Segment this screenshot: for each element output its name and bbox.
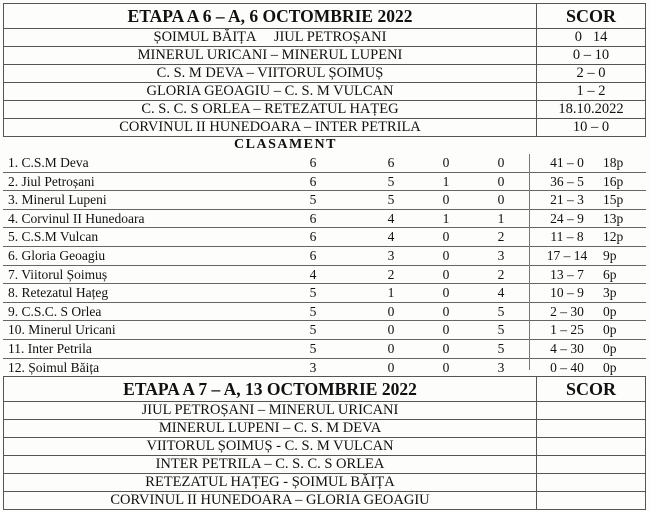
standings-row [3, 191, 646, 210]
standings-played: 6 [309, 229, 317, 245]
standings-lost: 3 [497, 359, 505, 375]
standings-goals: 1 – 25 [550, 322, 584, 338]
standings-drawn: 0 [442, 285, 450, 301]
standings-points: 0p [603, 322, 617, 338]
standings-goals: 0 – 40 [550, 359, 584, 375]
match-row [4, 47, 646, 65]
standings-row [3, 321, 646, 340]
standings-lost: 2 [497, 229, 505, 245]
standings-row [3, 247, 646, 266]
standings-team: 3. Minerul Lupeni [8, 192, 107, 208]
standings-won: 3 [387, 247, 395, 263]
standings-played: 3 [309, 359, 317, 375]
match-score [537, 420, 646, 438]
standings-points: 9p [603, 247, 617, 263]
match-score: 18.10.2022 [537, 101, 646, 119]
standings-drawn: 0 [442, 322, 450, 338]
standings-points: 16p [603, 173, 624, 189]
match-score: 0 14 [537, 29, 646, 47]
match-score: 10 – 0 [537, 119, 646, 137]
round7-score-header: SCOR [537, 377, 646, 402]
standings-lost: 5 [497, 303, 505, 319]
match-row [4, 420, 646, 438]
standings-points: 6p [603, 266, 617, 282]
standings-won: 4 [387, 210, 395, 226]
match-score [537, 474, 646, 492]
standings-team: 8. Retezatul Hațeg [8, 285, 109, 301]
match-teams: VIITORUL ȘOIMUȘ - C. S. M VULCAN [4, 438, 537, 456]
standings-won: 2 [387, 266, 395, 282]
standings-drawn: 1 [442, 210, 450, 226]
match-row [4, 83, 646, 101]
standings-points: 0p [603, 359, 617, 375]
standings-team: 12. Șoimul Băița [8, 359, 100, 375]
match-teams: CORVINUL II HUNEDOARA – GLORIA GEOAGIU [4, 492, 537, 510]
round6-table [3, 3, 646, 137]
match-score: 0 – 10 [537, 47, 646, 65]
standings-lost: 1 [497, 210, 505, 226]
match-row [4, 65, 646, 83]
standings-row [3, 228, 646, 247]
standings-points: 18p [603, 155, 624, 170]
standings-team: 2. Jiul Petroșani [8, 173, 95, 189]
standings-team: 1. C.S.M Deva [8, 155, 89, 170]
standings-points: 12p [603, 229, 624, 245]
standings-points: 13p [603, 210, 624, 226]
match-score [537, 438, 646, 456]
standings-lost: 0 [497, 155, 505, 170]
match-row [4, 474, 646, 492]
round7-table [3, 376, 646, 510]
standings-row [3, 284, 646, 303]
standings-divider [529, 154, 530, 370]
match-teams: RETEZATUL HAȚEG - ȘOIMUL BĂIȚA [4, 474, 537, 492]
match-row [4, 29, 646, 47]
standings-row [3, 340, 646, 359]
standings-lost: 3 [497, 247, 505, 263]
standings-drawn: 0 [442, 359, 450, 375]
match-teams: GLORIA GEOAGIU – C. S. M VULCAN [4, 83, 537, 101]
standings-played: 5 [309, 340, 317, 356]
standings-goals: 10 – 9 [550, 285, 584, 301]
standings-drawn: 0 [442, 229, 450, 245]
standings-drawn: 1 [442, 173, 450, 189]
match-score [537, 456, 646, 474]
standings-lost: 4 [497, 285, 505, 301]
standings-played: 4 [309, 266, 317, 282]
match-teams: ȘOIMUL BĂIȚA JIUL PETROȘANI [4, 29, 537, 47]
standings-team: 6. Gloria Geoagiu [8, 247, 106, 263]
standings-goals: 11 – 8 [550, 229, 584, 245]
match-teams: MINERUL LUPENI – C. S. M DEVA [4, 420, 537, 438]
standings-won: 0 [387, 303, 395, 319]
round7-header-row [4, 377, 646, 402]
match-score: 2 – 0 [537, 65, 646, 83]
standings-played: 5 [309, 303, 317, 319]
standings-row [3, 173, 646, 192]
match-row [4, 438, 646, 456]
standings-drawn: 0 [442, 192, 450, 208]
standings-row [3, 359, 646, 377]
match-teams: CORVINUL II HUNEDOARA – INTER PETRILA [4, 119, 537, 137]
standings-won: 0 [387, 340, 395, 356]
standings-played: 6 [309, 247, 317, 263]
round6-title: ETAPA A 6 – A, 6 OCTOMBRIE 2022 [4, 4, 537, 29]
standings-lost: 2 [497, 266, 505, 282]
match-score: 1 – 2 [537, 83, 646, 101]
standings-played: 6 [309, 155, 317, 170]
standings-team: 10. Minerul Uricani [8, 322, 116, 338]
match-score [537, 492, 646, 510]
standings-team: 7. Viitorul Șoimuș [8, 266, 108, 282]
standings-goals: 36 – 5 [550, 173, 584, 189]
match-row [4, 101, 646, 119]
standings-goals: 13 – 7 [550, 266, 584, 282]
standings-team: 5. C.S.M Vulcan [8, 229, 99, 245]
standings-goals: 2 – 30 [550, 303, 584, 319]
match-row [4, 402, 646, 420]
standings-goals: 41 – 0 [550, 155, 584, 170]
match-teams: C. S. M DEVA – VIITORUL ȘOIMUȘ [4, 65, 537, 83]
match-score [537, 402, 646, 420]
standings-table [3, 154, 646, 376]
standings-row [3, 210, 646, 229]
standings-played: 5 [309, 322, 317, 338]
standings-drawn: 0 [442, 266, 450, 282]
standings-goals: 21 – 3 [550, 192, 584, 208]
standings-played: 6 [309, 210, 317, 226]
standings-points: 0p [603, 303, 617, 319]
standings-drawn: 0 [442, 155, 450, 170]
standings-drawn: 0 [442, 247, 450, 263]
standings-played: 6 [309, 173, 317, 189]
round7-title: ETAPA A 7 – A, 13 OCTOMBRIE 2022 [4, 377, 537, 402]
standings-won: 1 [387, 285, 395, 301]
match-row [4, 119, 646, 137]
round6-header-row [4, 4, 646, 29]
match-teams: JIUL PETROȘANI – MINERUL URICANI [4, 402, 537, 420]
standings-row [3, 266, 646, 285]
standings-points: 0p [603, 340, 617, 356]
match-row [4, 492, 646, 510]
standings-lost: 0 [497, 173, 505, 189]
standings-points: 3p [603, 285, 617, 301]
match-teams: C. S. C. S ORLEA – RETEZATUL HAȚEG [4, 101, 537, 119]
standings-drawn: 0 [442, 303, 450, 319]
standings-won: 5 [387, 173, 395, 189]
standings-goals: 24 – 9 [550, 210, 584, 226]
standings-title-text: CLASAMENT [234, 137, 337, 152]
standings-won: 5 [387, 192, 395, 208]
standings-won: 0 [387, 359, 395, 375]
standings-lost: 5 [497, 340, 505, 356]
standings-points: 15p [603, 192, 624, 208]
standings-row [3, 303, 646, 322]
standings-title [0, 137, 651, 153]
match-row [4, 456, 646, 474]
standings-team: 11. Inter Petrila [8, 340, 92, 356]
match-teams: MINERUL URICANI – MINERUL LUPENI [4, 47, 537, 65]
standings-team: 4. Corvinul II Hunedoara [8, 210, 145, 226]
round6-score-header: SCOR [537, 4, 646, 29]
standings-won: 6 [387, 155, 395, 170]
standings-won: 0 [387, 322, 395, 338]
standings-goals: 17 – 14 [546, 247, 588, 263]
standings-goals: 4 – 30 [550, 340, 584, 356]
standings-drawn: 0 [442, 340, 450, 356]
standings-played: 5 [309, 192, 317, 208]
standings-lost: 5 [497, 322, 505, 338]
standings-team: 9. C.S.C. S Orlea [8, 303, 102, 319]
standings-lost: 0 [497, 192, 505, 208]
standings-played: 5 [309, 285, 317, 301]
match-teams: INTER PETRILA – C. S. C. S ORLEA [4, 456, 537, 474]
standings-won: 4 [387, 229, 395, 245]
standings-row [3, 154, 646, 173]
